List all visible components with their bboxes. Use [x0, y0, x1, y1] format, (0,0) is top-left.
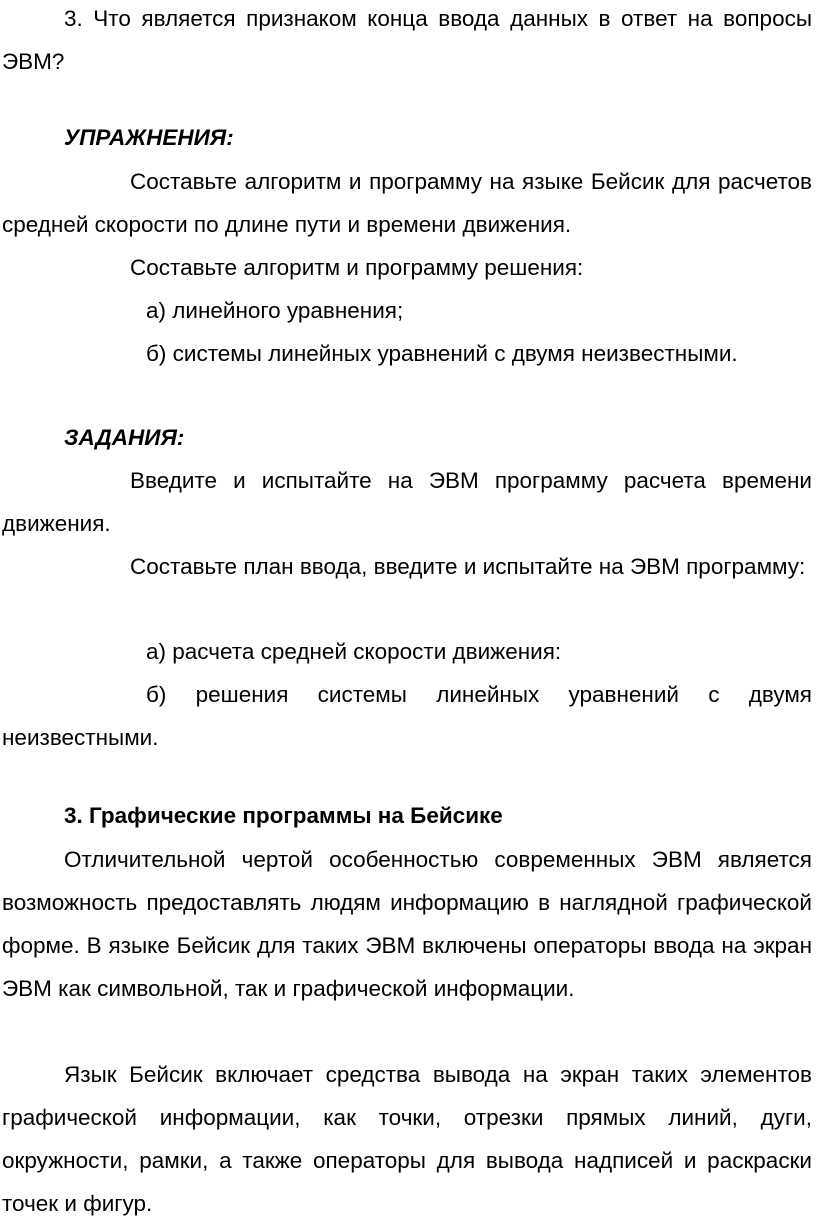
tasks-heading: ЗАДАНИЯ: [64, 425, 185, 450]
task-item-b: б) решения системы линейных уравнений с двумя неизвестными. [2, 682, 812, 750]
section-3-paragraph-2: Язык Бейсик включает средства вывода на экран таких элементов графической информации, как точки, отрезки прямых линий, дуги, окружности, рамки, а также операторы для вывода надписей и раскраски точек и фигур. [2, 1062, 812, 1216]
exercise-item-a: а) линейного уравнения; [146, 298, 404, 323]
exercise-paragraph-2: Составьте алгоритм и программу решения: [130, 255, 584, 280]
task-paragraph-2: Составьте план ввода, введите и испытайте на ЭВМ программу: [130, 554, 806, 579]
exercises-heading: УПРАЖНЕНИЯ: [64, 125, 234, 150]
section-3-paragraph-1: Отличительной чертой особенностью современных ЭВМ является возможность предоставлять людям информацию в наглядной графической форме. В языке Бейсик для таких ЭВМ включены операторы ввода на экран ЭВМ как символьной, так и графической информации. [2, 847, 812, 1001]
task-item-a: а) расчета средней скорости движения: [146, 639, 562, 664]
task-paragraph-1: Введите и испытайте на ЭВМ программу расчета времени движения. [2, 468, 812, 536]
exercise-item-b: б) системы линейных уравнений с двумя неизвестными. [146, 341, 738, 366]
question-3: 3. Что является признаком конца ввода данных в ответ на вопросы ЭВМ? [2, 6, 812, 74]
section-3-heading: 3. Графические программы на Бейсике [64, 803, 503, 828]
exercise-paragraph-1: Составьте алгоритм и программу на языке Бейсик для расчетов средней скорости по длине пути и времени движения. [2, 169, 812, 237]
